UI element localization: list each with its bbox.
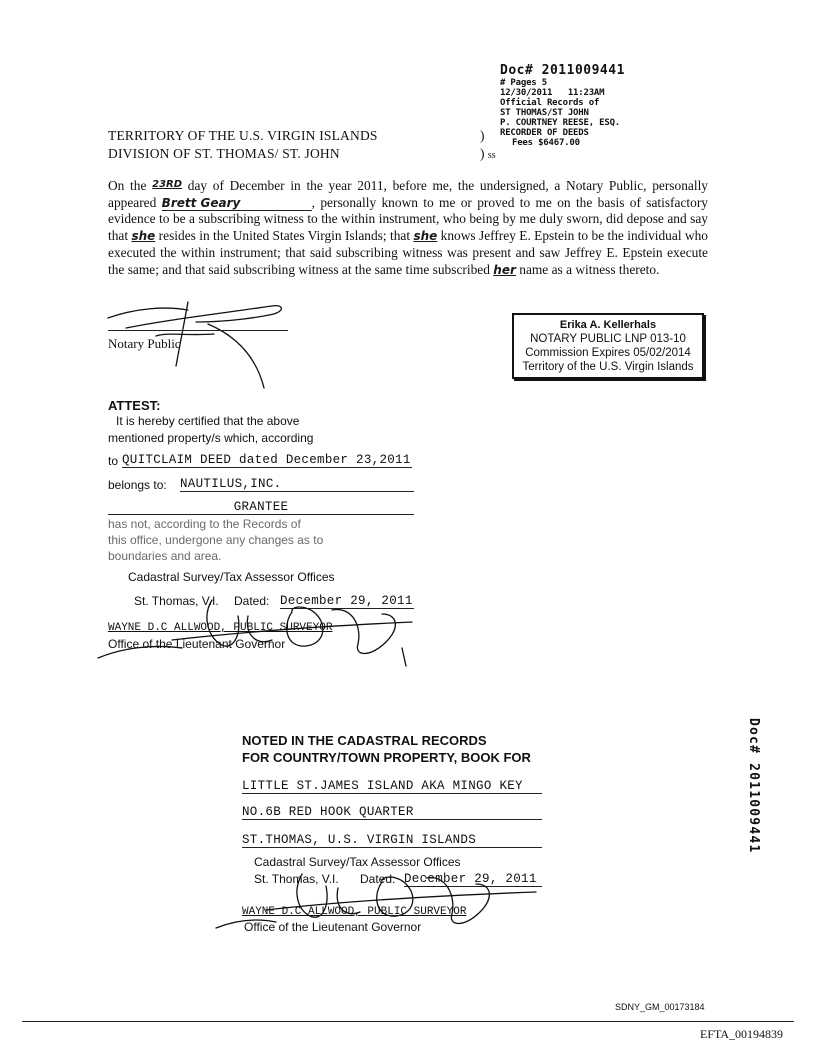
recording-line: P. COURTNEY REESE, ESQ. — [500, 118, 621, 128]
cadastral-property: LITTLE ST.JAMES ISLAND AKA MINGO KEY — [242, 779, 542, 794]
notary-signature-line — [108, 330, 288, 331]
recording-datetime: 12/30/2011 11:23AM — [500, 88, 605, 98]
cadastral-dated-value: December 29, 2011 — [404, 872, 542, 887]
recording-line: RECORDER OF DEEDS — [500, 128, 589, 138]
cadastral-signer: WAYNE D.C ALLWOOD, PUBLIC SURVEYOR — [242, 906, 467, 918]
acknowledgment-paragraph: On the $^{23RD}$ day of December in the year 2011, before me, the undersigned, a Notary Public, personally appeared Brett Geary , personally known to me or proved to me on the basis of satisfactory evidence to be a subscribing witness to the within instrument, who being by me duly sworn, did depose and say that she resides in the United States Virgin Islands; that she knows Jeffrey E. Epstein to be the individual who executed the within instrument; that said subscribing witness was present and saw Jeffrey E. Epstein execute the same; and that said subscribing witness at the same time subscribed her name as a witness thereto. — [108, 178, 708, 277]
attest-line: mentioned property/s which, according — [108, 431, 314, 445]
venue-paren: ) — [480, 128, 485, 143]
attest-lt-governor: Office of the Lieutenant Governor — [108, 637, 286, 651]
cadastral-place: St. Thomas, V.I. — [254, 872, 339, 886]
attest-heading: ATTEST: — [108, 398, 161, 413]
attest-line: It is hereby certified that the above — [116, 414, 300, 428]
attest-line: this office, undergone any changes as to — [108, 533, 324, 547]
cadastral-lt-governor: Office of the Lieutenant Governor — [244, 920, 422, 934]
attest-belongs-label: belongs to: — [108, 478, 167, 492]
attest-instrument: QUITCLAIM DEED dated December 23,2011 — [122, 453, 411, 467]
attest-line: boundaries and area. — [108, 549, 222, 563]
attest-office: Cadastral Survey/Tax Assessor Offices — [128, 570, 335, 584]
footer-rule — [22, 1021, 794, 1022]
venue-division: DIVISION OF ST. THOMAS/ ST. JOHN — [108, 146, 340, 161]
handwritten-witness-name: Brett Geary — [162, 197, 312, 211]
bates-number: SDNY_GM_00173184 — [615, 1002, 705, 1012]
handwritten-day: 23RD — [152, 179, 183, 190]
notary-stamp-line: Territory of the U.S. Virgin Islands — [522, 361, 694, 373]
notary-public-label: Notary Public — [108, 336, 181, 351]
surveyor-signature — [62, 596, 422, 666]
notary-stamp — [512, 313, 704, 379]
attest-dated-label: Dated: — [234, 594, 270, 608]
notary-stamp-line: NOTARY PUBLIC LNP 013-10 — [530, 333, 686, 345]
cadastral-heading: NOTED IN THE CADASTRAL RECORDS — [242, 733, 487, 748]
venue-paren-ss: ) ss — [480, 146, 496, 161]
attest-dated-value: December 29, 2011 — [280, 594, 413, 608]
attest-grantee: GRANTEE — [108, 500, 414, 515]
recording-line: ST THOMAS/ST JOHN — [500, 108, 589, 118]
cadastral-heading: FOR COUNTRY/TOWN PROPERTY, BOOK FOR — [242, 750, 531, 765]
recording-doc-number: Doc# 2011009441 — [500, 63, 625, 78]
efta-number: EFTA_00194839 — [700, 1027, 784, 1041]
surveyor-signature — [206, 866, 546, 936]
cadastral-quarter: NO.6B RED HOOK QUARTER — [242, 805, 542, 820]
recording-line: Official Records of — [500, 98, 600, 108]
recording-stamp — [500, 64, 625, 148]
handwritten-pronoun: she — [413, 229, 438, 244]
cadastral-office: Cadastral Survey/Tax Assessor Offices — [254, 855, 461, 869]
attest-place: St. Thomas, V.I. — [134, 594, 219, 608]
margin-doc-stamp: Doc# 2011009441 — [746, 718, 761, 854]
venue-territory: TERRITORY OF THE U.S. VIRGIN ISLANDS — [108, 128, 378, 143]
cadastral-dated-label: Dated: — [360, 872, 396, 886]
handwritten-pronoun: she — [131, 229, 156, 244]
attest-signer: WAYNE D.C ALLWOOD, PUBLIC SURVEYOR — [108, 622, 333, 634]
attest-line: has not, according to the Records of — [108, 517, 301, 531]
handwritten-pronoun: her — [493, 262, 516, 277]
notary-stamp-name: Erika A. Kellerhals — [559, 319, 657, 331]
attest-to-line: to — [108, 454, 119, 468]
attest-owner: NAUTILUS,INC. — [180, 477, 414, 492]
recording-fees: Fees $6467.00 — [512, 138, 580, 148]
cadastral-location: ST.THOMAS, U.S. VIRGIN ISLANDS — [242, 833, 542, 848]
recording-pages: # Pages 5 — [500, 78, 547, 88]
notary-stamp-line: Commission Expires 05/02/2014 — [525, 347, 691, 359]
